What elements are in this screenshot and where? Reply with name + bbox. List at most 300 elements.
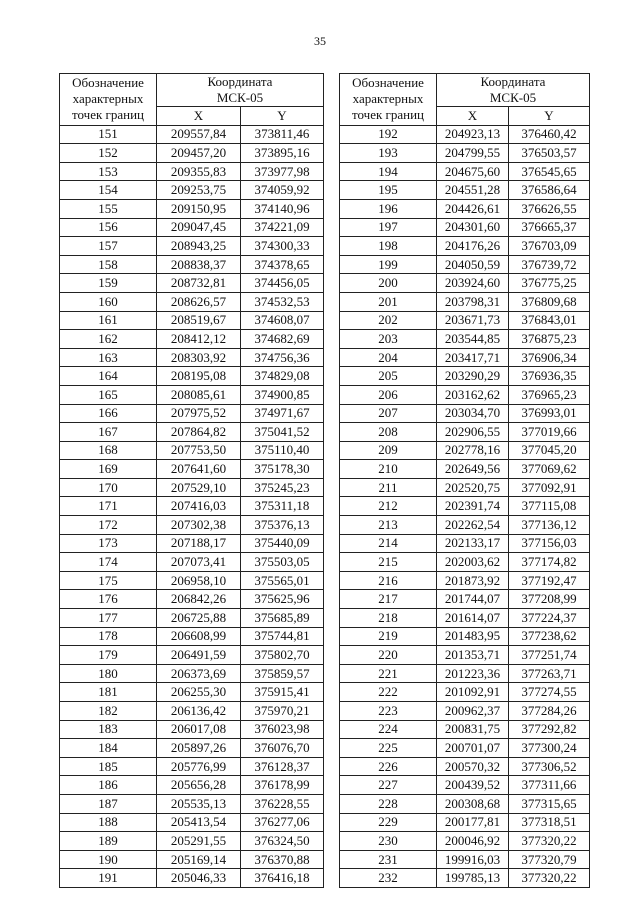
point-number-cell: 195 (340, 181, 437, 200)
y-coordinate-cell: 376586,64 (509, 181, 590, 200)
y-coordinate-cell: 376906,34 (509, 348, 590, 367)
table-row (340, 869, 590, 888)
y-coordinate-cell: 377292,82 (509, 720, 590, 739)
y-coordinate-cell: 374608,07 (241, 311, 324, 330)
point-number-cell: 210 (340, 460, 437, 479)
x-coordinate-cell: 203290,29 (437, 367, 509, 386)
point-number-cell: 180 (60, 664, 157, 683)
point-number-cell: 230 (340, 832, 437, 851)
point-number-cell: 202 (340, 311, 437, 330)
table-row (60, 664, 324, 683)
x-coordinate-cell: 205169,14 (157, 850, 241, 869)
y-coordinate-cell: 375802,70 (241, 646, 324, 665)
point-number-cell: 166 (60, 404, 157, 423)
x-coordinate-cell: 208943,25 (157, 237, 241, 256)
x-coordinate-cell: 209253,75 (157, 181, 241, 200)
x-coordinate-cell: 207302,38 (157, 516, 241, 535)
x-coordinate-cell: 203798,31 (437, 292, 509, 311)
table-row (60, 850, 324, 869)
table-row (340, 553, 590, 572)
point-number-cell: 205 (340, 367, 437, 386)
y-coordinate-cell: 377263,71 (509, 664, 590, 683)
point-number-cell: 159 (60, 274, 157, 293)
point-number-cell: 211 (340, 478, 437, 497)
y-coordinate-cell: 375440,09 (241, 534, 324, 553)
table-row (340, 590, 590, 609)
coordinate-header (157, 74, 324, 107)
x-coordinate-cell: 208626,57 (157, 292, 241, 311)
coordinate-header-line: Координата (480, 74, 546, 89)
table-row (340, 181, 590, 200)
coordinate-header-line: МСК-05 (216, 90, 264, 105)
y-coordinate-cell: 377192,47 (509, 571, 590, 590)
y-coordinate-cell: 377238,62 (509, 627, 590, 646)
x-coordinate-cell: 206373,69 (157, 664, 241, 683)
point-number-cell: 185 (60, 757, 157, 776)
point-number-cell: 229 (340, 813, 437, 832)
table-row (340, 348, 590, 367)
x-coordinate-cell: 202778,16 (437, 441, 509, 460)
point-number-cell: 160 (60, 292, 157, 311)
table-row (340, 850, 590, 869)
y-coordinate-cell: 377069,62 (509, 460, 590, 479)
point-number-cell: 209 (340, 441, 437, 460)
y-coordinate-cell: 373895,16 (241, 144, 324, 163)
y-coordinate-cell: 376545,65 (509, 162, 590, 181)
x-coordinate-cell: 202391,74 (437, 497, 509, 516)
y-coordinate-cell: 374378,65 (241, 255, 324, 274)
x-coordinate-cell: 203924,60 (437, 274, 509, 293)
point-number-cell: 196 (340, 199, 437, 218)
y-coordinate-cell: 374059,92 (241, 181, 324, 200)
coordinates-table-left (59, 73, 324, 888)
x-coordinate-cell: 206725,88 (157, 609, 241, 628)
y-coordinate-cell: 377208,99 (509, 590, 590, 609)
x-coordinate-cell: 206608,99 (157, 627, 241, 646)
y-coordinate-cell: 376460,42 (509, 125, 590, 144)
table-row (60, 162, 324, 181)
table-row (340, 423, 590, 442)
x-coordinate-cell: 200831,75 (437, 720, 509, 739)
coordinates-table-right (339, 73, 590, 888)
table-row (340, 664, 590, 683)
table-row (60, 237, 324, 256)
x-coordinate-cell: 206017,08 (157, 720, 241, 739)
x-coordinate-cell: 205535,13 (157, 794, 241, 813)
x-coordinate-cell: 203417,71 (437, 348, 509, 367)
point-number-cell: 231 (340, 850, 437, 869)
point-number-cell: 212 (340, 497, 437, 516)
x-coordinate-cell: 209457,20 (157, 144, 241, 163)
x-coordinate-cell: 205413,54 (157, 813, 241, 832)
point-number-cell: 173 (60, 534, 157, 553)
point-number-cell: 213 (340, 516, 437, 535)
point-number-cell: 194 (340, 162, 437, 181)
table-row (340, 646, 590, 665)
x-coordinate-cell: 208195,08 (157, 367, 241, 386)
point-number-cell: 198 (340, 237, 437, 256)
table-row (340, 218, 590, 237)
y-coordinate-cell: 377019,66 (509, 423, 590, 442)
table-row (340, 199, 590, 218)
point-number-cell: 154 (60, 181, 157, 200)
table-row (60, 794, 324, 813)
x-header: X (437, 107, 509, 126)
table-row (60, 218, 324, 237)
y-coordinate-cell: 377136,12 (509, 516, 590, 535)
point-number-cell: 203 (340, 330, 437, 349)
x-coordinate-cell: 200570,32 (437, 757, 509, 776)
point-number-cell: 207 (340, 404, 437, 423)
point-number-cell: 151 (60, 125, 157, 144)
table-row (340, 162, 590, 181)
page-number: 35 (314, 34, 326, 48)
point-number-cell: 214 (340, 534, 437, 553)
designation-header-line: характерных (352, 91, 424, 107)
table-row (60, 181, 324, 200)
y-coordinate-cell: 376277,06 (241, 813, 324, 832)
x-coordinate-cell: 208519,67 (157, 311, 241, 330)
point-number-cell: 153 (60, 162, 157, 181)
y-coordinate-cell: 377311,66 (509, 776, 590, 795)
y-coordinate-cell: 373811,46 (241, 125, 324, 144)
y-coordinate-cell: 376023,98 (241, 720, 324, 739)
point-number-cell: 171 (60, 497, 157, 516)
table-row (340, 534, 590, 553)
y-coordinate-cell: 376936,35 (509, 367, 590, 386)
x-coordinate-cell: 201614,07 (437, 609, 509, 628)
table-row (60, 739, 324, 758)
y-coordinate-cell: 377045,20 (509, 441, 590, 460)
x-coordinate-cell: 207975,52 (157, 404, 241, 423)
y-coordinate-cell: 377174,82 (509, 553, 590, 572)
point-number-cell: 152 (60, 144, 157, 163)
y-coordinate-cell: 375178,30 (241, 460, 324, 479)
x-coordinate-cell: 208732,81 (157, 274, 241, 293)
point-number-cell: 197 (340, 218, 437, 237)
y-coordinate-cell: 376416,18 (241, 869, 324, 888)
x-coordinate-cell: 200046,92 (437, 832, 509, 851)
y-coordinate-cell: 376370,88 (241, 850, 324, 869)
table-row (340, 404, 590, 423)
point-number-cell: 177 (60, 609, 157, 628)
x-coordinate-cell: 200177,81 (437, 813, 509, 832)
point-number-cell: 167 (60, 423, 157, 442)
table-row (60, 646, 324, 665)
x-coordinate-cell: 203671,73 (437, 311, 509, 330)
x-coordinate-cell: 204301,60 (437, 218, 509, 237)
y-coordinate-cell: 376178,99 (241, 776, 324, 795)
point-number-cell: 174 (60, 553, 157, 572)
table-row (60, 385, 324, 404)
table-row (340, 460, 590, 479)
table-row (340, 571, 590, 590)
y-coordinate-cell: 374682,69 (241, 330, 324, 349)
point-number-cell: 226 (340, 757, 437, 776)
point-number-cell: 222 (340, 683, 437, 702)
y-coordinate-cell: 374900,85 (241, 385, 324, 404)
x-coordinate-cell: 206136,42 (157, 702, 241, 721)
point-number-cell: 228 (340, 794, 437, 813)
x-coordinate-cell: 202906,55 (437, 423, 509, 442)
point-number-cell: 163 (60, 348, 157, 367)
table-row (340, 292, 590, 311)
x-coordinate-cell: 202520,75 (437, 478, 509, 497)
point-number-cell: 223 (340, 702, 437, 721)
table-row (340, 478, 590, 497)
table-row (60, 460, 324, 479)
table-row (340, 683, 590, 702)
designation-header-line: характерных (72, 91, 144, 107)
table-row (340, 144, 590, 163)
y-coordinate-cell: 376324,50 (241, 832, 324, 851)
y-coordinate-cell: 377092,91 (509, 478, 590, 497)
x-coordinate-cell: 200962,37 (437, 702, 509, 721)
y-coordinate-cell: 376993,01 (509, 404, 590, 423)
point-number-cell: 217 (340, 590, 437, 609)
y-coordinate-cell: 377315,65 (509, 794, 590, 813)
x-header: X (157, 107, 241, 126)
table-row (60, 776, 324, 795)
y-coordinate-cell: 374221,09 (241, 218, 324, 237)
table-row (60, 702, 324, 721)
table-row (340, 776, 590, 795)
point-number-cell: 165 (60, 385, 157, 404)
table-row (340, 330, 590, 349)
y-coordinate-cell: 377274,55 (509, 683, 590, 702)
y-coordinate-cell: 375311,18 (241, 497, 324, 516)
table-row (340, 237, 590, 256)
x-coordinate-cell: 203162,62 (437, 385, 509, 404)
y-coordinate-cell: 377318,51 (509, 813, 590, 832)
y-coordinate-cell: 374971,67 (241, 404, 324, 423)
x-coordinate-cell: 203544,85 (437, 330, 509, 349)
x-coordinate-cell: 207864,82 (157, 423, 241, 442)
y-coordinate-cell: 377320,79 (509, 850, 590, 869)
designation-header-line: точек границ (351, 107, 425, 123)
table-row (340, 739, 590, 758)
designation-header (340, 74, 437, 126)
table-row (60, 720, 324, 739)
designation-header (60, 74, 157, 126)
x-coordinate-cell: 207529,10 (157, 478, 241, 497)
y-coordinate-cell: 376965,23 (509, 385, 590, 404)
y-coordinate-cell: 376503,57 (509, 144, 590, 163)
point-number-cell: 157 (60, 237, 157, 256)
y-coordinate-cell: 375503,05 (241, 553, 324, 572)
x-coordinate-cell: 206958,10 (157, 571, 241, 590)
y-coordinate-cell: 377306,52 (509, 757, 590, 776)
x-coordinate-cell: 206255,30 (157, 683, 241, 702)
x-coordinate-cell: 208085,61 (157, 385, 241, 404)
x-coordinate-cell: 205656,28 (157, 776, 241, 795)
point-number-cell: 176 (60, 590, 157, 609)
x-coordinate-cell: 204551,28 (437, 181, 509, 200)
y-coordinate-cell: 376843,01 (509, 311, 590, 330)
table-row (60, 441, 324, 460)
x-coordinate-cell: 202262,54 (437, 516, 509, 535)
table-row (340, 720, 590, 739)
point-number-cell: 204 (340, 348, 437, 367)
table-row (340, 255, 590, 274)
x-coordinate-cell: 205291,55 (157, 832, 241, 851)
x-coordinate-cell: 201092,91 (437, 683, 509, 702)
table-row (340, 794, 590, 813)
point-number-cell: 155 (60, 199, 157, 218)
designation-header-line: Обозначение (72, 75, 144, 91)
point-number-cell: 179 (60, 646, 157, 665)
table-row (340, 311, 590, 330)
x-coordinate-cell: 205046,33 (157, 869, 241, 888)
point-number-cell: 193 (340, 144, 437, 163)
y-coordinate-cell: 376809,68 (509, 292, 590, 311)
point-number-cell: 170 (60, 478, 157, 497)
point-number-cell: 172 (60, 516, 157, 535)
y-coordinate-cell: 375915,41 (241, 683, 324, 702)
point-number-cell: 184 (60, 739, 157, 758)
y-coordinate-cell: 375685,89 (241, 609, 324, 628)
y-coordinate-cell: 376626,55 (509, 199, 590, 218)
point-number-cell: 224 (340, 720, 437, 739)
table-row (340, 813, 590, 832)
point-number-cell: 164 (60, 367, 157, 386)
point-number-cell: 182 (60, 702, 157, 721)
table-row (60, 367, 324, 386)
table-row (60, 255, 324, 274)
table-row (340, 274, 590, 293)
y-coordinate-cell: 375859,57 (241, 664, 324, 683)
y-coordinate-cell: 375245,23 (241, 478, 324, 497)
point-number-cell: 191 (60, 869, 157, 888)
y-coordinate-cell: 377224,37 (509, 609, 590, 628)
table-row (340, 497, 590, 516)
point-number-cell: 186 (60, 776, 157, 795)
y-coordinate-cell: 376076,70 (241, 739, 324, 758)
x-coordinate-cell: 202649,56 (437, 460, 509, 479)
table-row (60, 478, 324, 497)
point-number-cell: 183 (60, 720, 157, 739)
x-coordinate-cell: 204923,13 (437, 125, 509, 144)
table-row (340, 832, 590, 851)
x-coordinate-cell: 202003,62 (437, 553, 509, 572)
point-number-cell: 162 (60, 330, 157, 349)
point-number-cell: 158 (60, 255, 157, 274)
y-coordinate-cell: 376665,37 (509, 218, 590, 237)
designation-header-line: Обозначение (352, 75, 424, 91)
point-number-cell: 220 (340, 646, 437, 665)
point-number-cell: 178 (60, 627, 157, 646)
table-row (60, 590, 324, 609)
x-coordinate-cell: 209047,45 (157, 218, 241, 237)
y-coordinate-cell: 377320,22 (509, 832, 590, 851)
point-number-cell: 206 (340, 385, 437, 404)
point-number-cell: 181 (60, 683, 157, 702)
x-coordinate-cell: 204050,59 (437, 255, 509, 274)
x-coordinate-cell: 202133,17 (437, 534, 509, 553)
y-coordinate-cell: 374756,36 (241, 348, 324, 367)
point-number-cell: 192 (340, 125, 437, 144)
table-row (340, 516, 590, 535)
y-coordinate-cell: 377320,22 (509, 869, 590, 888)
x-coordinate-cell: 200701,07 (437, 739, 509, 758)
point-number-cell: 190 (60, 850, 157, 869)
point-number-cell: 221 (340, 664, 437, 683)
y-coordinate-cell: 375565,01 (241, 571, 324, 590)
x-coordinate-cell: 209150,95 (157, 199, 241, 218)
x-coordinate-cell: 207753,50 (157, 441, 241, 460)
table-row (60, 348, 324, 367)
y-coordinate-cell: 375625,96 (241, 590, 324, 609)
x-coordinate-cell: 199916,03 (437, 850, 509, 869)
point-number-cell: 156 (60, 218, 157, 237)
x-coordinate-cell: 207073,41 (157, 553, 241, 572)
x-coordinate-cell: 209355,83 (157, 162, 241, 181)
table-row (60, 683, 324, 702)
y-coordinate-cell: 374140,96 (241, 199, 324, 218)
table-row (340, 367, 590, 386)
x-coordinate-cell: 208303,92 (157, 348, 241, 367)
y-coordinate-cell: 374300,33 (241, 237, 324, 256)
table-row (340, 609, 590, 628)
x-coordinate-cell: 204426,61 (437, 199, 509, 218)
table-row (60, 627, 324, 646)
y-coordinate-cell: 374829,08 (241, 367, 324, 386)
table-row (60, 497, 324, 516)
table-row (60, 534, 324, 553)
x-coordinate-cell: 203034,70 (437, 404, 509, 423)
x-coordinate-cell: 207641,60 (157, 460, 241, 479)
y-coordinate-cell: 375110,40 (241, 441, 324, 460)
y-coordinate-cell: 377156,03 (509, 534, 590, 553)
y-coordinate-cell: 376739,72 (509, 255, 590, 274)
point-number-cell: 201 (340, 292, 437, 311)
designation-header-line: точек границ (71, 107, 145, 123)
table-row (60, 813, 324, 832)
x-coordinate-cell: 208412,12 (157, 330, 241, 349)
y-coordinate-cell: 376703,09 (509, 237, 590, 256)
y-coordinate-cell: 375744,81 (241, 627, 324, 646)
coordinate-header-line: МСК-05 (489, 90, 537, 105)
y-coordinate-cell: 375970,21 (241, 702, 324, 721)
y-coordinate-cell: 377251,74 (509, 646, 590, 665)
y-coordinate-cell: 376228,55 (241, 794, 324, 813)
x-coordinate-cell: 200439,52 (437, 776, 509, 795)
x-coordinate-cell: 205897,26 (157, 739, 241, 758)
point-number-cell: 189 (60, 832, 157, 851)
coordinates-body-left (60, 125, 324, 887)
x-coordinate-cell: 201744,07 (437, 590, 509, 609)
point-number-cell: 218 (340, 609, 437, 628)
x-coordinate-cell: 209557,84 (157, 125, 241, 144)
table-row (60, 571, 324, 590)
point-number-cell: 225 (340, 739, 437, 758)
table-row (340, 385, 590, 404)
point-number-cell: 199 (340, 255, 437, 274)
x-coordinate-cell: 205776,99 (157, 757, 241, 776)
point-number-cell: 216 (340, 571, 437, 590)
table-row (60, 832, 324, 851)
y-header: Y (241, 107, 324, 126)
table-row (60, 199, 324, 218)
table-row (60, 292, 324, 311)
table-row (60, 274, 324, 293)
point-number-cell: 188 (60, 813, 157, 832)
table-row (60, 125, 324, 144)
y-coordinate-cell: 376875,23 (509, 330, 590, 349)
table-row (60, 869, 324, 888)
table-row (60, 423, 324, 442)
point-number-cell: 227 (340, 776, 437, 795)
